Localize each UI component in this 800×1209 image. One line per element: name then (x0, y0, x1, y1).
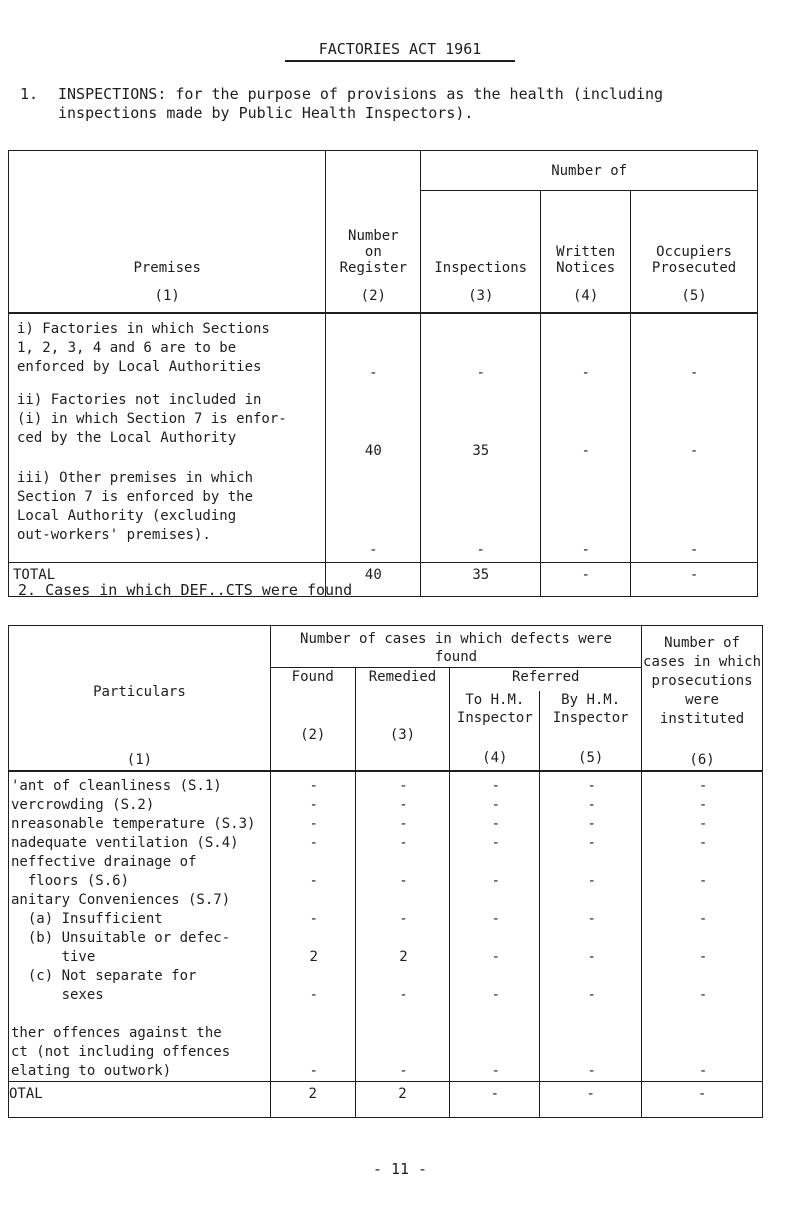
particulars-column (9, 771, 271, 1082)
cell: - (631, 463, 758, 563)
total-row (9, 1082, 763, 1118)
cell: 35 (421, 385, 541, 463)
section1-line1: INSPECTIONS: for the purpose of provisions as the health (including (58, 85, 664, 103)
section1-text (58, 85, 778, 123)
list-item: vercrowding (S.2) (11, 797, 155, 813)
page-title: FACTORIES ACT 1961 (318, 40, 482, 58)
inspections-header: Inspections (3) (421, 191, 541, 313)
list-item: elating to outwork) (11, 1063, 172, 1079)
title-underline (285, 60, 515, 62)
by-hmi-header: By H.M. Inspector (5) (540, 691, 642, 771)
inspections-table (8, 150, 758, 597)
section1-line2: inspections made by Public Health Inspectors). (58, 104, 474, 122)
list-item: (c) Not separate for (11, 968, 197, 984)
row-label: iii) Other premises in which Section 7 is enforced by the Local Authority (excluding out-workers' premises). (9, 463, 326, 563)
list-item: (a) Insufficient (11, 911, 163, 927)
row-label: ii) Factories not included in (i) in which Section 7 is enfor- ced by the Local Authority (9, 385, 326, 463)
cell: - (631, 563, 758, 597)
table-row (9, 313, 758, 385)
number-on-register-header: Number on Register (2) (326, 151, 421, 313)
found-column: - - - - - - 2 - - (270, 771, 355, 1082)
section2-heading: 2. Cases in which DEF..CTS were found (18, 581, 353, 599)
total-label: OTAL (9, 1082, 271, 1118)
cell: - (631, 313, 758, 385)
remedied-column: - - - - - - 2 - - (355, 771, 450, 1082)
written-notices-header: Written Notices (4) (541, 191, 631, 313)
cell: - (421, 463, 541, 563)
particulars-header: Particulars (1) (9, 626, 271, 772)
prosecutions-column: - - - - - - - - - (642, 771, 763, 1082)
table-row (9, 463, 758, 563)
cell: 2 (355, 1082, 450, 1118)
list-item: sexes (11, 987, 104, 1003)
list-item: nreasonable temperature (S.3) (11, 816, 256, 832)
cell: - (541, 313, 631, 385)
list-item: (b) Unsuitable or defec- (11, 930, 231, 946)
number-of-header: Number of (421, 151, 758, 191)
total-label: TOTAL (9, 563, 326, 597)
row-label: i) Factories in which Sections 1, 2, 3, 4 and 6 are to be enforced by Local Authorities (9, 313, 326, 385)
referred-header: Referred (450, 668, 642, 692)
cell: - (631, 385, 758, 463)
defects-table (8, 625, 763, 1118)
cell: 2 (270, 1082, 355, 1118)
cell: 40 (326, 563, 421, 597)
section1-number: 1. (20, 85, 39, 103)
remedied-header: Remedied (3) (355, 668, 450, 772)
cell: 40 (326, 385, 421, 463)
table-body (9, 771, 763, 1082)
premises-header: Premises (1) (9, 151, 326, 313)
list-item: 'ant of cleanliness (S.1) (11, 778, 222, 794)
list-item: ther offences against the (11, 1025, 222, 1041)
to-hmi-header: To H.M. Inspector (4) (450, 691, 540, 771)
cell: - (642, 1082, 763, 1118)
cell: - (540, 1082, 642, 1118)
cell: - (421, 313, 541, 385)
cell: - (326, 463, 421, 563)
table-row (9, 385, 758, 463)
list-item: nadequate ventilation (S.4) (11, 835, 239, 851)
list-item: tive (11, 949, 96, 965)
list-item: anitary Conveniences (S.7) (11, 892, 231, 908)
list-item: neffective drainage of (11, 854, 197, 870)
list-item: ct (not including offences (11, 1044, 231, 1060)
cell: - (326, 313, 421, 385)
occupiers-prosecuted-header: Occupiers Prosecuted (5) (631, 191, 758, 313)
cell: - (541, 563, 631, 597)
to-hmi-column: - - - - - - - - - (450, 771, 540, 1082)
list-item: floors (S.6) (11, 873, 130, 889)
found-header: Found (2) (270, 668, 355, 772)
cell: - (541, 463, 631, 563)
cell: - (450, 1082, 540, 1118)
cell: 35 (421, 563, 541, 597)
page-number: - 11 - (372, 1160, 428, 1178)
by-hmi-column: - - - - - - - - - (540, 771, 642, 1082)
number-cases-header: Number of cases in which defects were found (270, 626, 641, 668)
prosecutions-header: Number of cases in which prosecutions were instituted (6) (642, 626, 763, 772)
cell: - (541, 385, 631, 463)
